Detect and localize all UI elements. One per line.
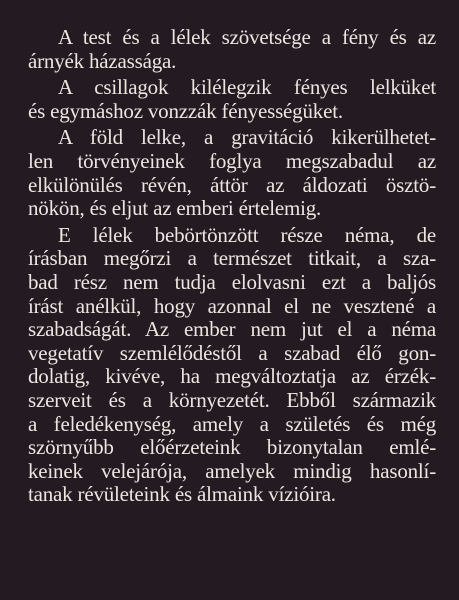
paragraph xyxy=(28,26,436,73)
text-line: vegetatív szemlélődéstől a szabad élő gon- xyxy=(28,340,436,365)
text-line: A föld lelke, a gravitáció kikerülhetet- xyxy=(58,125,436,150)
text-line: keinek velejárója, amelyek mindig hasonlí- xyxy=(28,458,436,483)
text-line: árnyék házassága. xyxy=(28,48,177,73)
body-text xyxy=(28,26,436,507)
text-line: írásban megőrzi a természet titkait, a sza- xyxy=(28,246,436,271)
text-line: len törvényeinek foglya megszabadul az xyxy=(28,148,436,173)
paragraph xyxy=(28,76,436,123)
text-line: nökön, és eljut az emberi értelemig. xyxy=(28,196,322,221)
paragraph xyxy=(28,126,436,220)
text-line: A test és a lélek szövetsége a fény és az xyxy=(58,25,436,49)
text-line: tanak révületeink és álmaink vízióira. xyxy=(28,482,336,507)
text-line: A csillagok kilélegzik fényes lelküket xyxy=(58,75,436,100)
paragraph xyxy=(28,224,436,507)
text-line: E lélek bebörtönzött része néma, de xyxy=(58,222,436,247)
text-line: és egymáshoz vonzzák fényességüket. xyxy=(28,98,343,123)
text-line: írást anélkül, hogy azonnal el ne vesztené a xyxy=(28,293,436,318)
text-line: szerveit és a környezetét. Ebből származik xyxy=(28,387,436,412)
text-line: szabadságát. Az ember nem jut el a néma xyxy=(28,317,436,342)
text-line: szörnyűbb előérzeteink bizonytalan emlé- xyxy=(28,435,436,460)
text-line: elkülönülés révén, áttör az áldozati ösztö- xyxy=(28,172,436,197)
text-line: dolatig, kivéve, ha megváltoztatja az érzék- xyxy=(28,364,436,389)
text-line: a feledékenység, amely a születés és még xyxy=(28,411,436,436)
text-line: bad rész nem tudja elolvasni ezt a baljós xyxy=(28,269,436,294)
